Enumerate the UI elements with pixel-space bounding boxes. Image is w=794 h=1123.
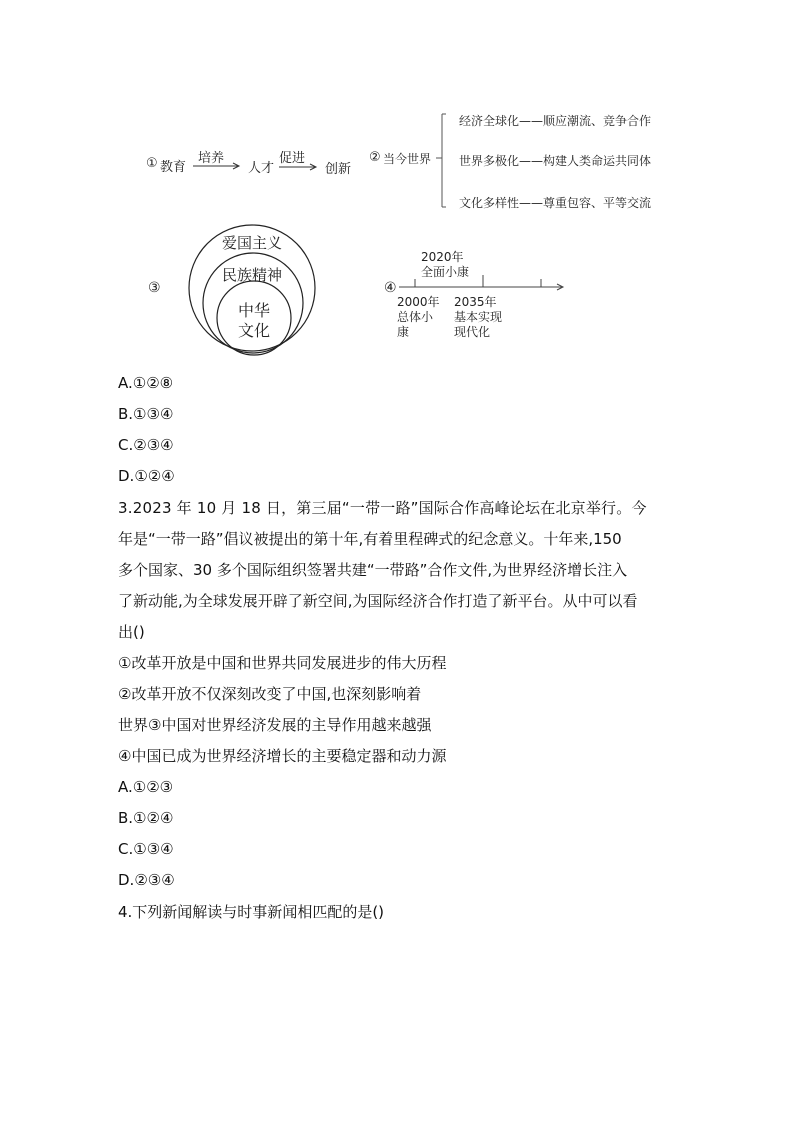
q4-stem: 4.下列新闻解读与时事新闻相匹配的是() [118,903,385,921]
item4-left-label-1: 2000年 [397,295,440,309]
item1-end: 创新 [325,162,352,177]
q3-stem-line-1: 3.2023 年 10 月 18 日，第三届“一带一路”国际合作高峰论坛在北京举行。今 [118,499,647,517]
q2-option-b[interactable]: B.①③④ [118,405,174,423]
q3-option-c[interactable]: C.①③④ [118,840,174,858]
item1-arrow1-label: 培养 [198,151,225,166]
item4-marker: ④ [384,280,397,296]
item3-middle-label: 民族精神 [222,266,283,284]
item4-top-label-2: 全面小康 [421,265,470,279]
q2-option-c[interactable]: C.②③④ [118,436,174,454]
q3-stem-line-4: 了新动能,为全球发展开辟了新空间,为国际经济合作打造了新平台。从中可以看 [118,592,638,610]
item2-branch-3: 文化多样性——尊重包容、平等交流 [459,196,652,210]
q3-statement-3: 世界③中国对世界经济发展的主导作用越来越强 [118,716,432,734]
item3-marker: ③ [148,280,161,296]
item4-right-label-1: 2035年 [454,295,497,309]
item1-arrow1 [193,163,239,169]
item2-branch-1: 经济全球化——顺应潮流、竞争合作 [459,114,652,128]
item1-arrow2 [279,164,316,170]
item3-inner-label-2: 文化 [238,321,271,340]
q2-option-d[interactable]: D.①②④ [118,467,175,485]
item1-start: 教育 [160,160,187,175]
q3-stem-line-5: 出() [118,623,145,641]
item2-branch-2: 世界多极化——构建人类命运共同体 [459,154,652,168]
q3-statement-2: ②改革开放不仅深刻改变了中国,也深刻影响着 [118,685,422,703]
q3-option-b[interactable]: B.①②④ [118,809,174,827]
q3-stem-line-2: 年是“一带一路”倡议被提出的第十年,有着里程碑式的纪念意义。十年来,150 [118,530,622,548]
q3-stem-line-3: 多个国家、30 多个国际组织签署共建“一带路”合作文件,为世界经济增长注入 [118,561,628,579]
q3-option-d[interactable]: D.②③④ [118,871,175,889]
item3-inner-label-1: 中华 [238,301,271,320]
item4-left-label-2: 总体小 [397,310,434,324]
item4-left-label-3: 康 [397,325,410,339]
item4-right-label-3: 现代化 [454,325,491,339]
q3-statement-1: ①改革开放是中国和世界共同发展进步的伟大历程 [118,654,447,672]
item2-label: 当今世界 [383,152,432,166]
q2-option-a[interactable]: A.①②⑧ [118,374,174,392]
item2-brace [436,114,446,207]
item1-marker: ① [146,156,158,171]
item4-right-label-2: 基本实现 [454,310,503,324]
q3-option-a[interactable]: A.①②③ [118,778,174,796]
item1-arrow2-label: 促进 [279,151,306,166]
item2-marker: ② [369,150,381,165]
item3-outer-label: 爱国主义 [222,234,283,252]
item4-top-label-1: 2020年 [421,250,464,264]
item1-middle: 人才 [248,161,275,176]
q3-statement-4: ④中国已成为世界经济增长的主要稳定器和动力源 [118,747,447,765]
